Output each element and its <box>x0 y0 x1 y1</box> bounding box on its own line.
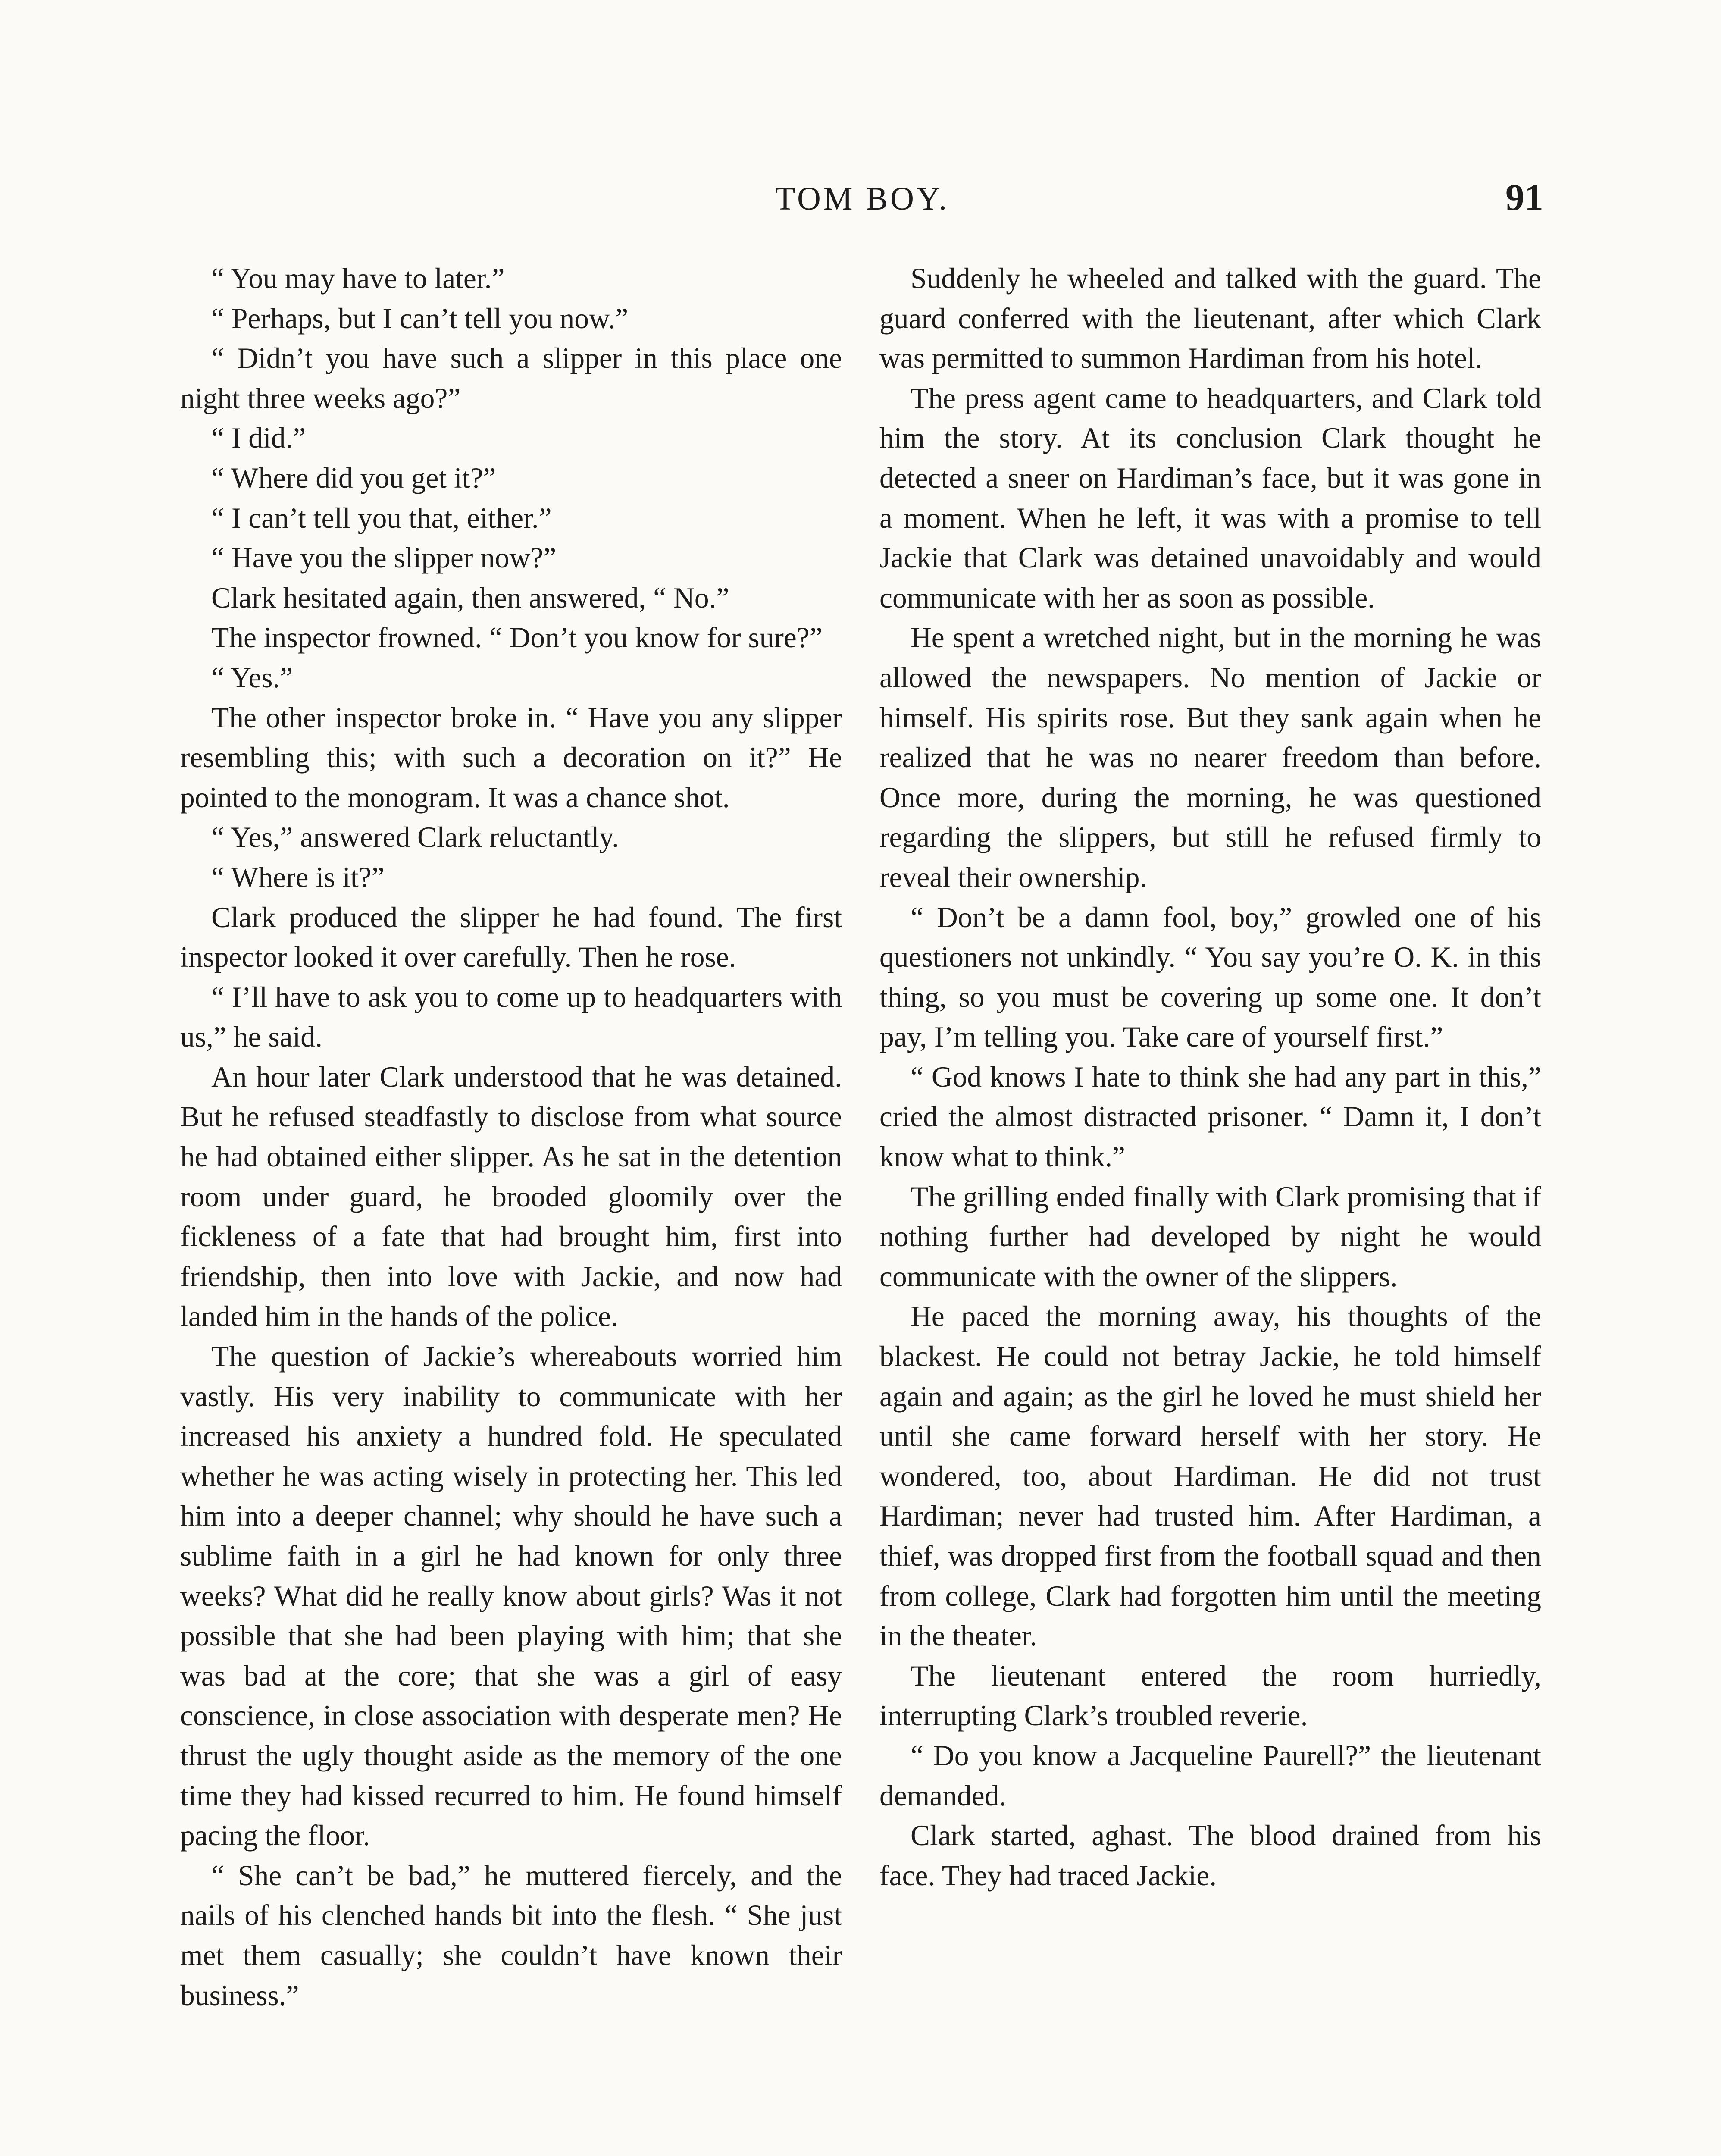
paragraph: “ God knows I hate to think she had any part in this,” cried the almost distracted prisoner. “ Damn it, I don’t know what to think.” <box>879 1060 1541 1173</box>
right-text-column <box>879 259 1541 1896</box>
paragraph: Clark started, aghast. The blood drained from his face. They had traced Jackie. <box>879 1819 1541 1892</box>
paragraph: Clark hesitated again, then answered, “ No.” <box>211 581 729 614</box>
paragraph: “ Where is it?” <box>211 861 385 893</box>
page-number: 91 <box>1505 177 1543 219</box>
left-text-column <box>180 259 842 2015</box>
paragraph: He paced the morning away, his thoughts of the blackest. He could not betray Jackie, he told himself again and again; as the girl he loved he must shield her until she came forward herself with her story. He wondered, too, about Hardiman. He did not trust Hardiman; never had trusted him. After Hardiman, a thief, was dropped first from the football squad and then from college, Clark had forgotten him until the meeting in the theater. <box>879 1300 1541 1652</box>
paragraph: The press agent came to headquarters, and Clark told him the story. At its conclusion Clark thought he detected a sneer on Hardiman’s face, but it was gone in a moment. When he left, it was with a promise to tell Jackie that Clark was detained unavoidably and would communicate with her as soon as possible. <box>879 382 1541 614</box>
paragraph: “ Perhaps, but I can’t tell you now.” <box>211 302 629 335</box>
paragraph: “ Do you know a Jacqueline Paurell?” the lieutenant demanded. <box>879 1739 1541 1812</box>
paragraph: The inspector frowned. “ Don’t you know for sure?” <box>211 621 823 654</box>
paragraph: “ She can’t be bad,” he muttered fiercely, and the nails of his clenched hands bit into the flesh. “ She just met them casually; she couldn’t have known their business.” <box>180 1859 842 2012</box>
paragraph: The grilling ended finally with Clark promising that if nothing further had developed by night he would communicate with the owner of the slippers. <box>879 1180 1541 1293</box>
paragraph: An hour later Clark understood that he was detained. But he refused steadfastly to disclose from what source he had obtained either slipper. As he sat in the detention room under guard, he brooded gloomily over the fickleness of a fate that had brought him, first into friendship, then into love with Jackie, and now had landed him in the hands of the police. <box>180 1060 842 1333</box>
paragraph: Clark produced the slipper he had found. The first inspector looked it over carefully. Then he rose. <box>180 901 842 974</box>
paragraph: “ Yes.” <box>211 661 293 694</box>
paragraph: “ I did.” <box>211 422 306 454</box>
paragraph: The lieutenant entered the room hurriedly, interrupting Clark’s troubled reverie. <box>879 1659 1541 1732</box>
paragraph: The question of Jackie’s whereabouts worried him vastly. His very inability to communicate with her increased his anxiety a hundred fold. He speculated whether he was acting wisely in protecting her. This led him into a deeper channel; why should he have such a sublime faith in a girl he had known for only three weeks? What did he really know about girls? Was it not possible that she had been playing with him; that she was bad at the core; that she was a girl of easy conscience, in close association with desperate men? He thrust the ugly thought aside as the memory of the one time they had kissed recurred to him. He found himself pacing the floor. <box>180 1340 842 1852</box>
paragraph: “ Yes,” answered Clark reluctantly. <box>211 821 619 854</box>
paragraph: “ Didn’t you have such a slipper in this place one night three weeks ago?” <box>180 342 842 414</box>
paragraph: “ Where did you get it?” <box>211 461 496 494</box>
paragraph: “ You may have to later.” <box>211 262 505 295</box>
paragraph: Suddenly he wheeled and talked with the guard. The guard conferred with the lieutenant, after which Clark was permitted to summon Hardiman from his hotel. <box>879 262 1541 375</box>
paragraph: “ I can’t tell you that, either.” <box>211 501 552 534</box>
paragraph: He spent a wretched night, but in the morning he was allowed the newspapers. No mention of Jackie or himself. His spirits rose. But they sank again when he realized that he was no nearer freedom than before. Once more, during the morning, he was questioned regarding the slippers, but still he refused firmly to reveal their ownership. <box>879 621 1541 893</box>
running-header-title: TOM BOY. <box>775 181 950 217</box>
paragraph: “ I’ll have to ask you to come up to headquarters with us,” he said. <box>180 981 842 1053</box>
paragraph: The other inspector broke in. “ Have you any slipper resembling this; with such a decoration on it?” He pointed to the monogram. It was a chance shot. <box>180 701 842 814</box>
paragraph: “ Have you the slipper now?” <box>211 542 557 574</box>
paragraph: “ Don’t be a damn fool, boy,” growled one of his questioners not unkindly. “ You say you’re O. K. in this thing, so you must be covering up some one. It don’t pay, I’m telling you. Take care of yourself first.” <box>879 901 1541 1053</box>
